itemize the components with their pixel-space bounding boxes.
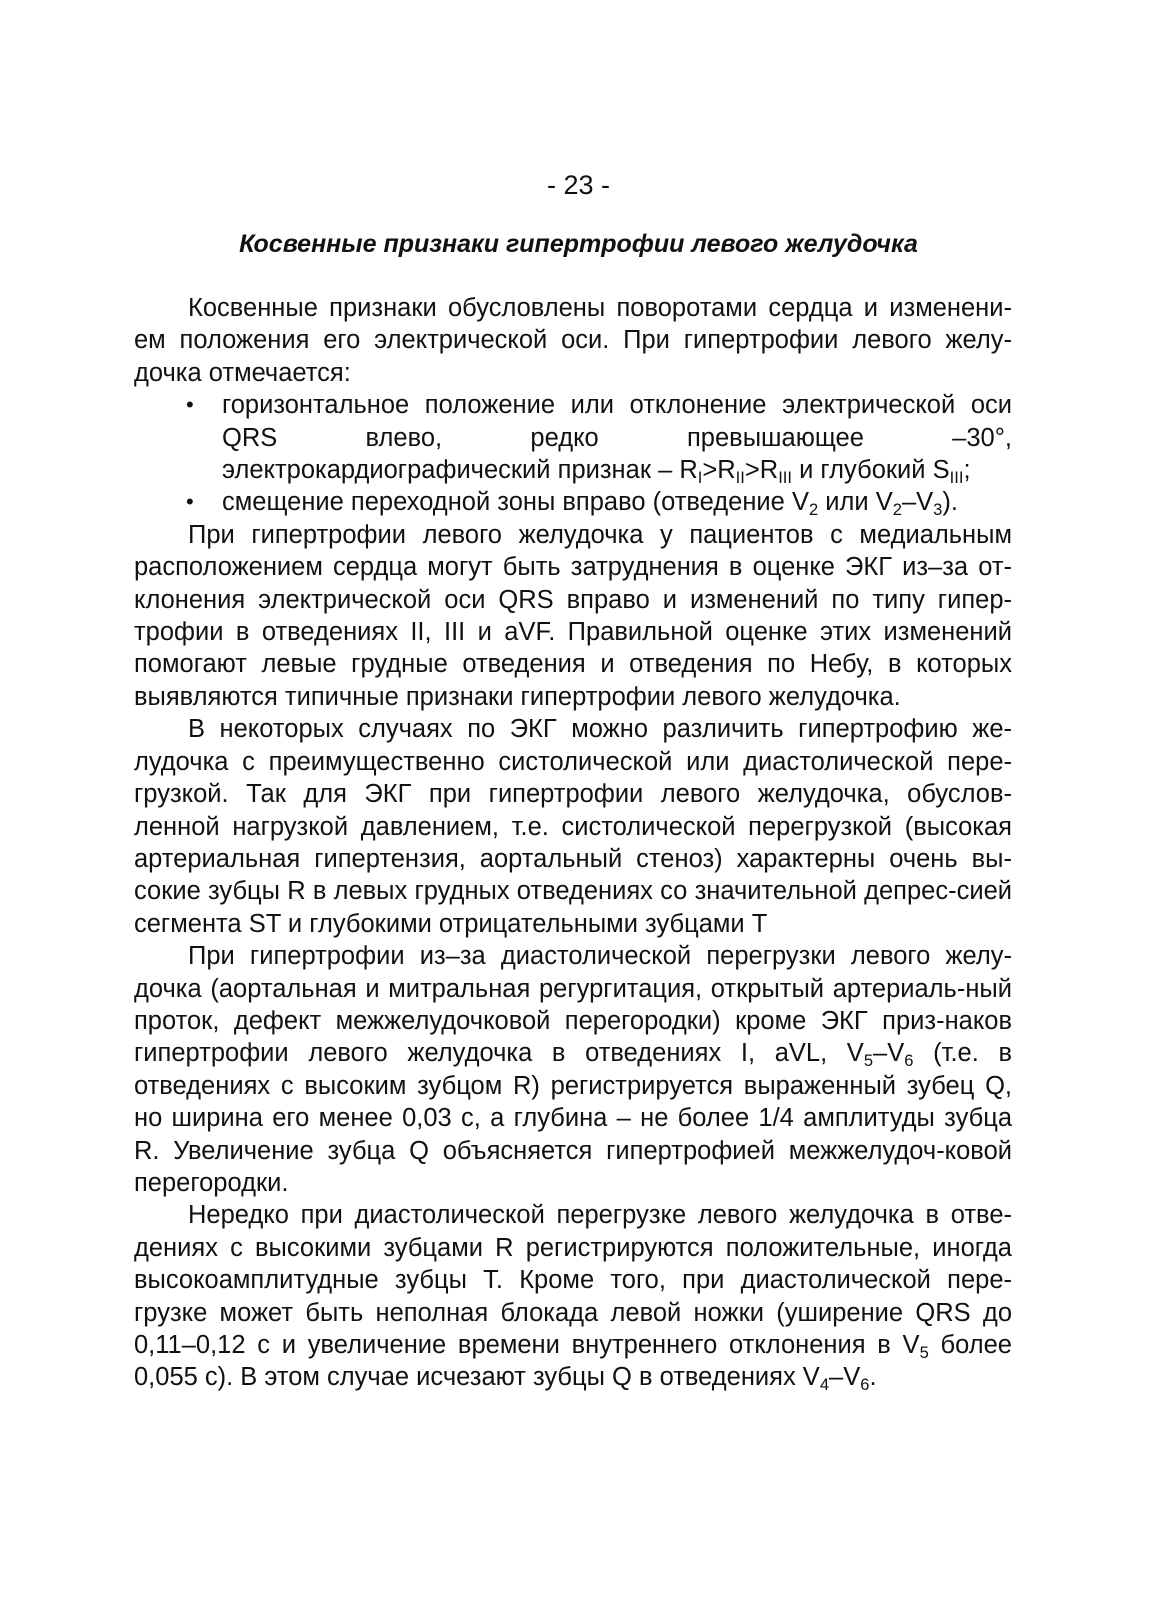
text-run: –V — [901, 488, 934, 517]
subscript: 6 — [860, 1375, 870, 1395]
text-run: более 0,055 с). В этом случае исчезают зубцы Q в отведениях V — [134, 1331, 1012, 1392]
section-heading: Косвенные признаки гипертрофии левого желудочка — [239, 230, 918, 258]
text-run: При гипертрофии из–за диастолической перегрузки левого желу-дочка (аортальная и митральная регургитация, открытый артериаль-ный проток, дефект межжелудочковой перегородки) кроме ЭКГ приз-наков гипертрофии левого желудочка в отведениях I, aVL, V — [134, 942, 1012, 1068]
subscript: 2 — [892, 500, 902, 520]
page-number: - 23 - — [546, 170, 611, 200]
paragraph-medial-position: При гипертрофии левого желудочка у пациентов с медиальным расположением сердца могут быть затруднения в оценке ЭКГ из–за от-клонения электрической оси QRS вправо и изменений по типу гипер-трофии в отведениях II, III и aVF. Правильной оценке этих изменений помогают левые грудные отведения и отведения по Небу, в которых выявляются типичные признаки гипертрофии левого желудочка. — [134, 520, 1012, 711]
subscript: III — [778, 468, 793, 487]
bullet-list — [134, 389, 1012, 519]
text-run: >R — [744, 456, 779, 485]
text-run: или V — [818, 488, 893, 517]
list-item — [134, 486, 1012, 518]
bullet-icon: • — [186, 392, 194, 418]
body-text — [134, 292, 1012, 1394]
subscript: II — [735, 468, 745, 487]
list-item — [134, 389, 1012, 486]
subscript: 5 — [863, 1051, 874, 1071]
text-run: и глубокий S — [792, 456, 950, 485]
text-run: Нередко при диастолической перегрузке левого желудочка в отве-дениях с высокими зубцами R регистрируются положительные, иногда высокоамплитудные зубцы T. Кроме того, при диастолической пере-грузке может быть неполная блокада левой ножки (уширение QRS до 0,11–0,12 с и увеличение времени внутреннего отклонения в V — [134, 1201, 1012, 1359]
subscript: III — [949, 468, 964, 487]
text-run: . — [869, 1363, 877, 1392]
text-run: –V — [873, 1039, 905, 1068]
subscript: 5 — [919, 1342, 929, 1362]
subscript: 3 — [933, 500, 943, 520]
subscript: 6 — [904, 1051, 914, 1071]
subscript: 2 — [808, 500, 819, 520]
text-run: –V — [829, 1363, 861, 1392]
subscript: I — [697, 468, 703, 487]
text-run: ; — [963, 456, 971, 485]
paragraph-bundle-branch-block — [134, 1199, 1012, 1393]
text-run: >R — [702, 456, 736, 485]
text-run: горизонтальное положение или отклонение электрической оси QRS влево, редко превышающее –30°, электрокардиографический признак – R — [222, 391, 1012, 485]
text-run: ). — [942, 488, 958, 517]
paragraph-systolic-overload: В некоторых случаях по ЭКГ можно различить гипертрофию же-лудочка с преимущественно систолической или диастолической пере-грузкой. Так для ЭКГ при гипертрофии левого желудочка, обуслов-ленной нагрузкой давлением, т.е. систолической перегрузкой (высокая артериальная гипертензия, аортальный стеноз) характерны очень вы-сокие зубцы R в левых грудных отведениях со значительной депрес-сией сегмента ST и глубокими отрицательными зубцами T — [134, 715, 1012, 938]
subscript: 4 — [819, 1375, 830, 1395]
text-run: смещение переходной зоны вправо (отведение V — [222, 488, 809, 517]
intro-paragraph: Косвенные признаки обусловлены поворотами сердца и изменени-ем положения его электрической оси. При гипертрофии левого желу-дочка отмечается: — [134, 294, 1012, 387]
bullet-icon: • — [186, 489, 194, 515]
paragraph-diastolic-overload — [134, 940, 1012, 1199]
text-run: (т.е. в отведениях с высоким зубцом R) регистрируется выраженный зубец Q, но ширина его менее 0,03 с, а глубина – не более 1/4 амплитуды зубца R. Увеличение зубца Q объясняется гипертрофией межжелудоч-ковой перегородки. — [134, 1039, 1012, 1197]
